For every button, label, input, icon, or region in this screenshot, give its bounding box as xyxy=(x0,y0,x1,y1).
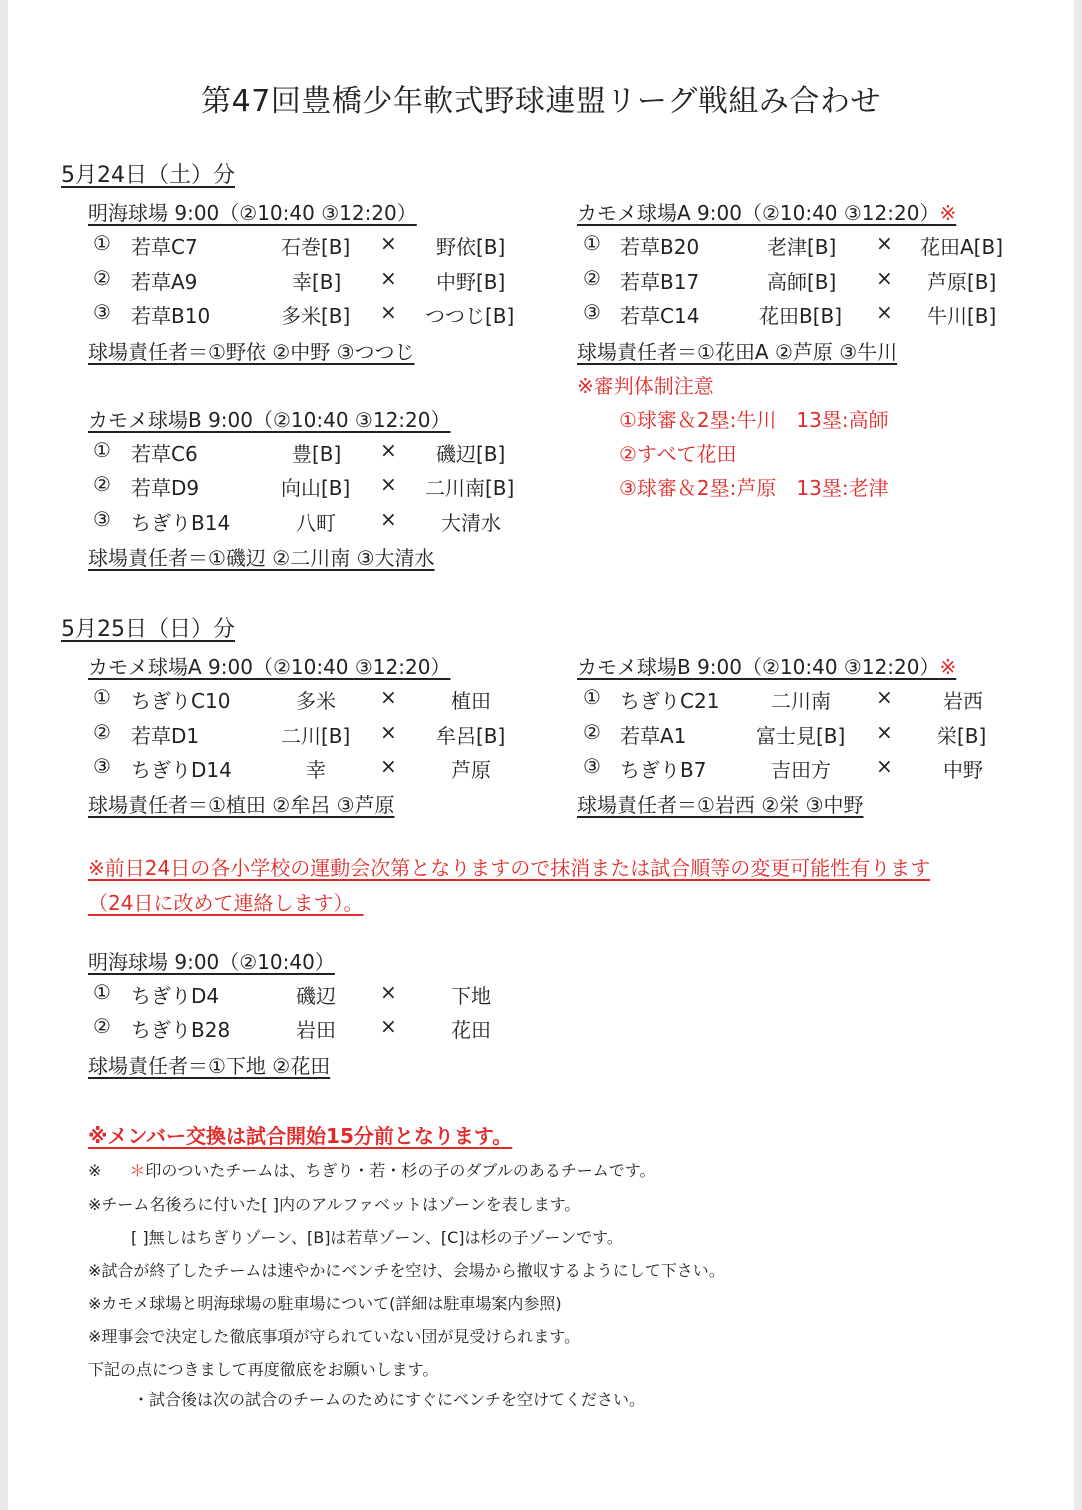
game-number: ② xyxy=(93,720,111,744)
note-line xyxy=(88,1158,656,1181)
versus-mark: × xyxy=(380,266,397,290)
home-team: 花田B[B] xyxy=(759,304,843,328)
home-team: 多米[B] xyxy=(281,304,351,328)
away-team: 芦原 xyxy=(451,758,491,782)
game-id: ちぎりC21 xyxy=(620,689,720,713)
away-team: 下地 xyxy=(451,984,491,1008)
day1-date: 5月24日（土）分 xyxy=(61,163,235,188)
venue-header: カモメ球場B 9:00（②10:40 ③12:20） xyxy=(88,408,451,432)
warning-line: ※前日24日の各小学校の運動会次第となりますので抹消または試合順等の変更可能性有ります xyxy=(88,856,931,880)
game-number: ③ xyxy=(93,507,111,531)
warning-line: （24日に改めて連絡します）。 xyxy=(88,891,364,915)
umpire-note-line: ②すべて花田 xyxy=(619,442,737,466)
umpire-note-line: ①球審＆2塁:牛川 13塁:高師 xyxy=(619,408,889,432)
home-team: 石巻[B] xyxy=(281,235,351,259)
away-team: 岩西 xyxy=(943,689,983,713)
page-title: 第47回豊橋少年軟式野球連盟リーグ戦組み合わせ xyxy=(201,84,881,119)
versus-mark: × xyxy=(876,720,893,744)
venue-header xyxy=(577,651,956,680)
away-team: 牛川[B] xyxy=(927,304,997,328)
game-number: ① xyxy=(583,685,601,709)
game-number: ② xyxy=(583,266,601,290)
game-number: ③ xyxy=(583,300,601,324)
home-team: 豊[B] xyxy=(292,442,342,466)
note-prefix: ※ xyxy=(88,1161,102,1180)
game-number: ③ xyxy=(93,300,111,324)
versus-mark: × xyxy=(380,300,397,324)
game-number: ① xyxy=(93,438,111,462)
versus-mark: × xyxy=(380,231,397,255)
away-team: 芦原[B] xyxy=(927,270,997,294)
versus-mark: × xyxy=(380,720,397,744)
venue-header-text: カモメ球場B 9:00（②10:40 ③12:20） xyxy=(577,655,940,679)
note-line: ・試合後は次の試合のチームのためにすぐにベンチを空けてください。 xyxy=(133,1390,646,1409)
game-id: ちぎりD4 xyxy=(131,984,220,1008)
note-line: ※試合が終了したチームは速やかにベンチを空け、会場から撤収するようにして下さい。 xyxy=(88,1261,725,1280)
note-line: ※カモメ球場と明海球場の駐車場について(詳細は駐車場案内参照) xyxy=(88,1294,562,1313)
game-row xyxy=(0,231,1080,259)
umpire-note-line: ③球審＆2塁:芦原 13塁:老津 xyxy=(619,476,889,500)
home-team: 老津[B] xyxy=(767,235,837,259)
game-id: 若草D1 xyxy=(131,724,200,748)
game-id: 若草C14 xyxy=(620,304,700,328)
away-team: 花田A[B] xyxy=(920,235,1004,259)
game-number: ② xyxy=(93,472,111,496)
game-number: ① xyxy=(583,231,601,255)
game-row xyxy=(0,1014,540,1042)
home-team: 吉田方 xyxy=(771,758,831,782)
versus-mark: × xyxy=(380,507,397,531)
game-row xyxy=(0,438,540,466)
away-team: 牟呂[B] xyxy=(436,724,506,748)
away-team: 野依[B] xyxy=(436,235,506,259)
away-team: 中野[B] xyxy=(436,270,506,294)
game-number: ① xyxy=(93,685,111,709)
game-number: ① xyxy=(93,231,111,255)
game-row xyxy=(0,980,540,1008)
game-id: 若草D9 xyxy=(131,476,200,500)
note-line: 下記の点につきまして再度徹底をお願いします。 xyxy=(88,1360,439,1379)
game-id: ちぎりB14 xyxy=(131,511,231,535)
versus-mark: × xyxy=(380,472,397,496)
game-row xyxy=(0,472,540,500)
attention-mark: ※ xyxy=(939,201,957,225)
home-team: 二川[B] xyxy=(281,724,351,748)
home-team: 八町 xyxy=(296,511,336,535)
versus-mark: × xyxy=(380,685,397,709)
game-id: ちぎりB28 xyxy=(131,1018,231,1042)
member-exchange-note: ※メンバー交換は試合開始15分前となります。 xyxy=(88,1124,513,1148)
field-responsible: 球場責任者＝①磯辺 ②二川南 ③大清水 xyxy=(88,546,435,570)
versus-mark: × xyxy=(876,754,893,778)
game-number: ② xyxy=(93,1014,111,1038)
field-responsible: 球場責任者＝①花田A ②芦原 ③牛川 xyxy=(577,340,898,364)
versus-mark: × xyxy=(876,266,893,290)
home-team: 磯辺 xyxy=(296,984,336,1008)
home-team: 岩田 xyxy=(296,1018,336,1042)
home-team: 富士見[B] xyxy=(756,724,846,748)
home-team: 向山[B] xyxy=(281,476,351,500)
home-team: 高師[B] xyxy=(767,270,837,294)
venue-header: 明海球場 9:00（②10:40） xyxy=(88,950,335,974)
field-responsible: 球場責任者＝①植田 ②牟呂 ③芦原 xyxy=(88,793,395,817)
game-id: 若草C6 xyxy=(131,442,198,466)
game-id: ちぎりC10 xyxy=(131,689,231,713)
away-team: 二川南[B] xyxy=(425,476,515,500)
asterisk-mark: ＊ xyxy=(129,1161,146,1180)
away-team: 花田 xyxy=(451,1018,491,1042)
game-number: ① xyxy=(93,980,111,1004)
versus-mark: × xyxy=(876,685,893,709)
away-team: 大清水 xyxy=(441,511,501,535)
versus-mark: × xyxy=(380,754,397,778)
game-id: 若草B10 xyxy=(131,304,211,328)
game-row xyxy=(0,266,1080,294)
game-id: 若草A9 xyxy=(131,270,198,294)
home-team: 幸 xyxy=(306,758,326,782)
umpire-note-title: ※審判体制注意 xyxy=(577,374,714,398)
note-line: [ ]無しはちぎりゾーン、[B]は若草ゾーン、[C]は杉の子ゾーンです。 xyxy=(131,1228,623,1247)
game-number: ③ xyxy=(93,754,111,778)
note-line: ※理事会で決定した徹底事項が守られていない団が見受けられます。 xyxy=(88,1327,581,1346)
game-row xyxy=(0,685,1080,713)
away-team: 栄[B] xyxy=(937,724,987,748)
home-team: 幸[B] xyxy=(292,270,342,294)
field-responsible: 球場責任者＝①下地 ②花田 xyxy=(88,1054,331,1078)
venue-header: カモメ球場A 9:00（②10:40 ③12:20） xyxy=(88,655,451,679)
game-row xyxy=(0,720,1080,748)
game-id: 若草B17 xyxy=(620,270,700,294)
home-team: 多米 xyxy=(296,689,336,713)
note-text: 印のついたチームは、ちぎり・若・杉の子のダブルのあるチームです。 xyxy=(145,1161,656,1180)
game-id: 若草C7 xyxy=(131,235,198,259)
game-row xyxy=(0,754,1080,782)
versus-mark: × xyxy=(876,231,893,255)
venue-header: 明海球場 9:00（②10:40 ③12:20） xyxy=(88,201,417,225)
versus-mark: × xyxy=(380,1014,397,1038)
field-responsible: 球場責任者＝①岩西 ②栄 ③中野 xyxy=(577,793,864,817)
game-id: 若草B20 xyxy=(620,235,700,259)
game-id: ちぎりD14 xyxy=(131,758,232,782)
venue-header xyxy=(577,197,956,226)
game-id: 若草A1 xyxy=(620,724,687,748)
game-number: ③ xyxy=(583,754,601,778)
away-team: つつじ[B] xyxy=(425,304,515,328)
game-number: ② xyxy=(93,266,111,290)
field-responsible: 球場責任者＝①野依 ②中野 ③つつじ xyxy=(88,340,415,364)
venue-header-text: カモメ球場A 9:00（②10:40 ③12:20） xyxy=(577,201,940,225)
home-team: 二川南 xyxy=(771,689,831,713)
versus-mark: × xyxy=(380,438,397,462)
away-team: 植田 xyxy=(451,689,491,713)
game-row xyxy=(0,507,540,535)
note-line: ※チーム名後ろに付いた[ ]内のアルファベットはゾーンを表します。 xyxy=(88,1195,581,1214)
versus-mark: × xyxy=(876,300,893,324)
day2-date: 5月25日（日）分 xyxy=(61,617,235,642)
away-team: 磯辺[B] xyxy=(436,442,506,466)
versus-mark: × xyxy=(380,980,397,1004)
game-id: ちぎりB7 xyxy=(620,758,707,782)
attention-mark: ※ xyxy=(939,655,957,679)
game-row xyxy=(0,300,1080,328)
game-number: ② xyxy=(583,720,601,744)
away-team: 中野 xyxy=(943,758,983,782)
